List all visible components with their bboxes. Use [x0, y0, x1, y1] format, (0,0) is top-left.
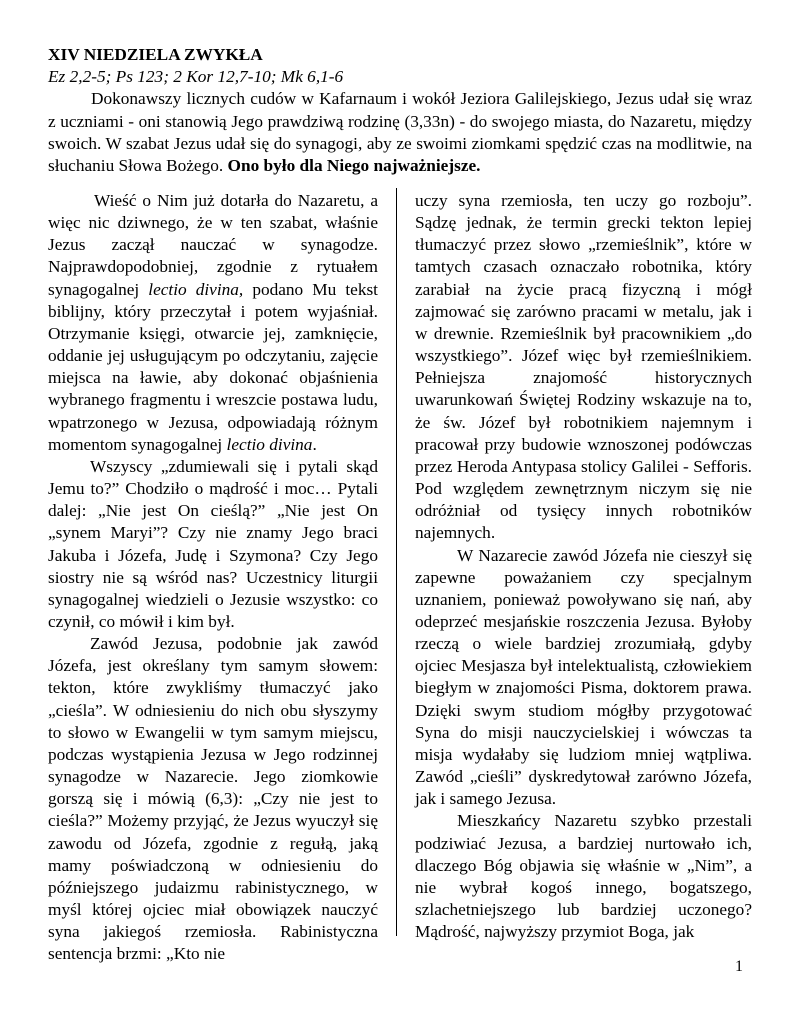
right-paragraph-1: uczy syna rzemiosła, ten uczy go rozboju”. Sądzę jednak, że termin grecki tekton lepiej tłumaczyć przez słowo „rzemieślnik”, które w tamtych czasach oznaczało robotnika, który zarabiał na życie pracą fizyczną i mógł zajmować się zarówno pracami w metalu, jak i w drewnie. Rzemieślnik był pracownikiem „do wszystkiego”. Józef więc był rzemieślnikiem. Pełniejsza znajomość historycznych uwarunkowań Świętej Rodziny wskazuje na to, że św. Józef był robotnikiem najemnym i pracował przy budowie wznoszonej podówczas przez Heroda Antypasa stolicy Galilei - Sefforis. Pod względem zewnętrznym niczym się nie odróżniał od tysięcy innych robotników najemnych.: [415, 191, 752, 543]
intro-text: Dokonawszy licznych cudów w Kafarnaum i wokół Jeziora Galilejskiego, Jezus udał się wraz z uczniami - oni stanowią Jego prawdziwą rodzinę (3,33n) - do swojego miasta, do Nazaretu, między swoich. W szabat Jezus udał się do synagogi, aby ze swoimi ziomkami spędzić czas na modlitwie, na słuchaniu Słowa Bożego.: [48, 89, 752, 176]
left-p1-text-c: .: [312, 434, 317, 454]
intro-paragraph: [48, 88, 752, 177]
right-paragraph-3: Mieszkańcy Nazaretu szybko przestali podziwiać Jezusa, a bardziej nurtowało ich, dlaczego Bóg objawia się właśnie w „Nim”, a nie wybrał kogoś innego, bogatszego, szlachetniejszego lub bardziej uczonego? Mądrość, najwyższy przymiot Boga, jak: [415, 811, 752, 942]
left-p1-text-b: podano Mu tekst biblijny, który przeczytał i potem wyjaśniał. Otrzymanie księgi, otwarcie jej, zamknięcie, oddanie jej usługującym po odczytaniu, zajęcie miejsca na ławie, aby dokonać objaśnienia wybranego fragmentu i wreszcie postawa ludu, wpatrzonego w Jezusa, odpowiadają różnym momentom synagogalnej: [48, 279, 378, 454]
left-column: [48, 190, 378, 965]
left-p1-italic-1: lectio divina,: [148, 279, 244, 299]
document-header: [48, 44, 752, 177]
page-number: 1: [735, 958, 743, 975]
right-column: [415, 190, 752, 943]
left-paragraph-2: Wszyscy „zdumiewali się i pytali skąd Jemu to?” Chodziło o mądrość i moc… Pytali dalej: „Nie jest On cieślą?” „Nie jest On „synem Maryi”? Czy nie znamy Jego braci Jakuba i Józefa, Judę i Szymona? Czy Jego siostry nie są wśród nas? Uczestnicy liturgii synagogalnej wiedzieli o Jezusie wszystko: co czynił, co mówił i kim był.: [48, 456, 378, 631]
right-paragraph-2: W Nazarecie zawód Józefa nie cieszył się zapewne poważaniem czy specjalnym uznaniem, ponieważ powoływano się nań, aby odeprzeć mesjańskie roszczenia Jezusa. Byłoby rzeczą o wiele bardziej zrozumiałą, gdyby ojciec Mesjasza był intelektualistą, człowiekiem biegłym w znajomości Pisma, doktorem prawa. Dzięki swym studiom mógłby przygotować Syna do misji nauczycielskiej i wówczas ta misja wydałaby się ludziom mniej wątpliwa. Zawód „cieśli” dyskredytował zarówno Józefa, jak i samego Jezusa.: [415, 545, 752, 809]
left-p1-text-a: Wieść o Nim już dotarła do Nazaretu, a więc nic dziwnego, że w ten szabat, właśnie Jezus zaczął nauczać w synagodze. Najprawdopodobniej, zgodnie z rytuałem synagogalnej: [48, 191, 378, 299]
scripture-references: Ez 2,2-5; Ps 123; 2 Kor 12,7-10; Mk 6,1-6: [48, 67, 344, 87]
intro-emphasis: Ono było dla Niego najważniejsze.: [227, 156, 481, 176]
page-title: XIV NIEDZIELA ZWYKŁA: [48, 45, 263, 64]
left-paragraph-3: Zawód Jezusa, podobnie jak zawód Józefa, jest określany tym samym słowem: tekton, które zwykliśmy tłumaczyć jako „cieśla”. W odniesieniu do nich obu słyszymy to słowo w Ewangelii w tym samym miejscu, podczas wystąpienia Jezusa w Jego rodzinnej synagodze w Nazarecie. Jego ziomkowie gorszą się i mówią (6,3): „Czy nie jest to cieśla?” Możemy przyjąć, że Jezus wyuczył się zawodu od Józefa, zgodnie z regułą, jaką mamy poświadczoną w odniesieniu do późniejszego judaizmu rabinistycznego, w myśl której ojciec miał obowiązek nauczyć syna jakiegoś rzemiosła. Rabinistyczna sentencja brzmi: „Kto nie: [48, 634, 378, 964]
left-paragraph-1: [48, 190, 378, 456]
column-divider: [396, 188, 397, 936]
left-p1-italic-2: lectio divina: [226, 434, 313, 454]
